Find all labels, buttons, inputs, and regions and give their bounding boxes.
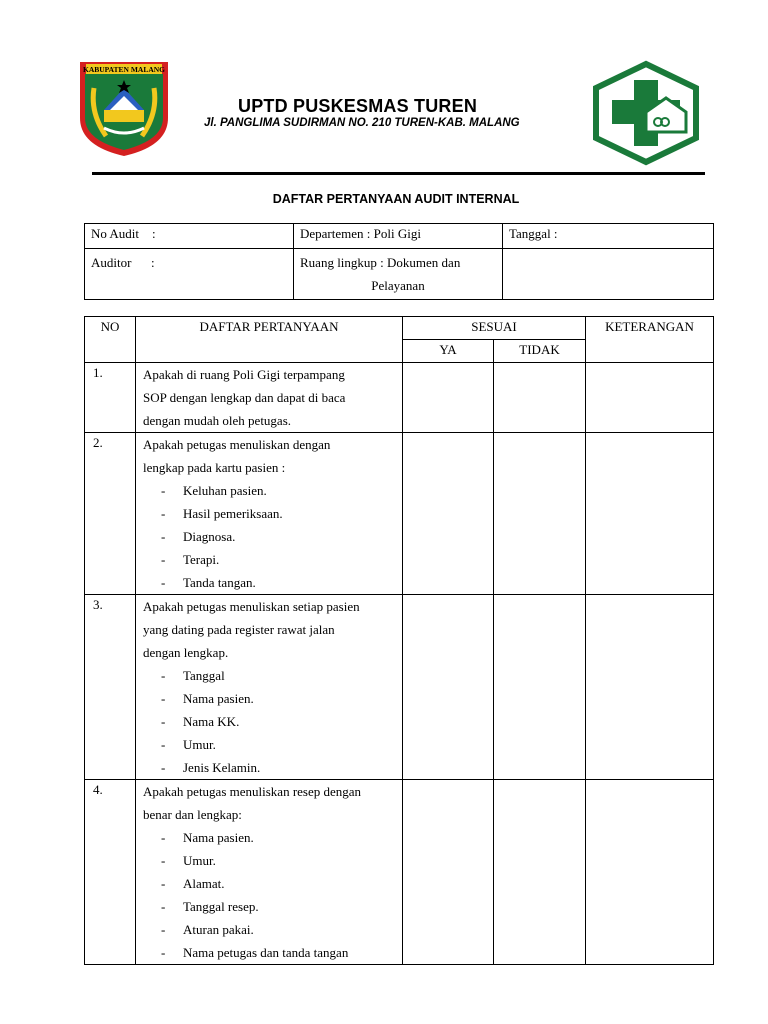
- organization-address: Jl. PANGLIMA SUDIRMAN NO. 210 TUREN-KAB. MALANG: [204, 117, 520, 129]
- header-daftar-pertanyaan: DAFTAR PERTANYAAN: [136, 317, 403, 363]
- bullet-dash: -: [161, 853, 166, 868]
- empty-info-cell: [503, 249, 714, 300]
- checklist-item-text: Nama pasien.: [183, 830, 254, 845]
- checklist-item-text: Tanda tangan.: [183, 575, 256, 590]
- bullet-dash: -: [161, 529, 166, 544]
- bullet-dash: -: [161, 737, 166, 752]
- keterangan-cell[interactable]: [586, 433, 714, 595]
- checklist-item: [143, 525, 396, 548]
- kabupaten-malang-emblem: [76, 58, 172, 158]
- question-text: dengan mudah oleh petugas.: [143, 413, 292, 428]
- bullet-dash: -: [161, 506, 166, 521]
- document-title: DAFTAR PERTANYAAN AUDIT INTERNAL: [272, 192, 520, 206]
- checklist-item-text: Terapi.: [183, 552, 220, 567]
- tidak-cell[interactable]: [494, 433, 586, 595]
- checklist-item: [143, 918, 396, 941]
- table-header-row: [85, 317, 714, 340]
- table-row: [85, 433, 714, 595]
- checklist-item-text: Nama KK.: [183, 714, 240, 729]
- header-keterangan: KETERANGAN: [586, 317, 714, 363]
- tidak-cell[interactable]: [494, 595, 586, 780]
- checklist-item-text: Aturan pakai.: [183, 922, 254, 937]
- bullet-dash: -: [161, 876, 166, 891]
- checklist-item: [143, 710, 396, 733]
- tidak-cell[interactable]: [494, 363, 586, 433]
- bullet-dash: -: [161, 552, 166, 567]
- ya-cell[interactable]: [403, 780, 494, 965]
- checklist-item: [143, 664, 396, 687]
- bullet-dash: -: [161, 945, 166, 960]
- tidak-cell[interactable]: [494, 780, 586, 965]
- header-sesuai: SESUAI: [403, 317, 586, 340]
- question-cell: [136, 433, 403, 595]
- puskesmas-logo: [592, 60, 700, 166]
- question-text: lengkap pada kartu pasien :: [143, 460, 286, 475]
- keterangan-cell[interactable]: [586, 780, 714, 965]
- question-cell: [136, 363, 403, 433]
- checklist-item-text: Nama petugas dan tanda tangan: [183, 945, 349, 960]
- bullet-dash: -: [161, 714, 166, 729]
- ya-cell[interactable]: [403, 595, 494, 780]
- checklist-item: [143, 849, 396, 872]
- checklist-item: [143, 687, 396, 710]
- question-text: benar dan lengkap:: [143, 807, 242, 822]
- checklist-item: [143, 941, 396, 964]
- checklist-item-text: Nama pasien.: [183, 691, 254, 706]
- header-divider: [92, 172, 705, 175]
- row-number: 2.: [85, 433, 136, 595]
- checklist-item-text: Diagnosa.: [183, 529, 236, 544]
- checklist-item: [143, 756, 396, 779]
- organization-title: UPTD PUSKESMAS TUREN: [238, 96, 478, 116]
- question-cell: [136, 780, 403, 965]
- no-audit-field: No Audit :: [85, 224, 294, 249]
- table-row: [85, 363, 714, 433]
- checklist-item-text: Jenis Kelamin.: [183, 760, 261, 775]
- checklist-item-text: Keluhan pasien.: [183, 483, 267, 498]
- checklist-item-text: Hasil pemeriksaan.: [183, 506, 283, 521]
- emblem-label: KABUPATEN MALANG: [82, 65, 166, 74]
- question-text: Apakah petugas menuliskan resep dengan: [143, 784, 362, 799]
- keterangan-cell[interactable]: [586, 363, 714, 433]
- bullet-dash: -: [161, 691, 166, 706]
- checklist-item-text: Tanggal resep.: [183, 899, 259, 914]
- checklist-item: [143, 733, 396, 756]
- row-number: 4.: [85, 780, 136, 965]
- checklist-item-text: Umur.: [183, 737, 216, 752]
- audit-info-table: [84, 223, 714, 300]
- checklist-item-text: Umur.: [183, 853, 216, 868]
- question-text: yang dating pada register rawat jalan: [143, 622, 335, 637]
- checklist-item: [143, 571, 396, 594]
- bullet-dash: -: [161, 760, 166, 775]
- bullet-dash: -: [161, 922, 166, 937]
- departemen-field: Departemen : Poli Gigi: [294, 224, 503, 249]
- checklist-item: [143, 548, 396, 571]
- header-tidak: TIDAK: [494, 340, 586, 363]
- checklist-item: [143, 502, 396, 525]
- question-text: Apakah di ruang Poli Gigi terpampang: [143, 367, 345, 382]
- bullet-dash: -: [161, 575, 166, 590]
- checklist-item-text: Alamat.: [183, 876, 225, 891]
- bullet-dash: -: [161, 830, 166, 845]
- ya-cell[interactable]: [403, 433, 494, 595]
- checklist-item: [143, 895, 396, 918]
- header-ya: YA: [403, 340, 494, 363]
- info-row: [85, 249, 714, 300]
- checklist-item: [143, 479, 396, 502]
- auditor-field: Auditor :: [85, 249, 294, 300]
- checklist-item: [143, 826, 396, 849]
- bullet-dash: -: [161, 899, 166, 914]
- checklist-item: [143, 872, 396, 895]
- row-number: 3.: [85, 595, 136, 780]
- row-number: 1.: [85, 363, 136, 433]
- bullet-dash: -: [161, 668, 166, 683]
- table-row: [85, 780, 714, 965]
- header-no: NO: [85, 317, 136, 363]
- bullet-dash: -: [161, 483, 166, 498]
- question-text: dengan lengkap.: [143, 645, 229, 660]
- question-text: Apakah petugas menuliskan setiap pasien: [143, 599, 360, 614]
- table-row: [85, 595, 714, 780]
- tanggal-field: Tanggal :: [503, 224, 714, 249]
- questions-table: [84, 316, 714, 965]
- ruang-lingkup-line-1: Ruang lingkup : Dokumen dan: [300, 255, 461, 270]
- ya-cell[interactable]: [403, 363, 494, 433]
- question-text: SOP dengan lengkap dan dapat di baca: [143, 390, 346, 405]
- checklist-item-text: Tanggal: [183, 668, 225, 683]
- ruang-lingkup-field: [294, 249, 503, 300]
- question-cell: [136, 595, 403, 780]
- question-text: Apakah petugas menuliskan dengan: [143, 437, 331, 452]
- keterangan-cell[interactable]: [586, 595, 714, 780]
- info-row: [85, 224, 714, 249]
- ruang-lingkup-line-2: Pelayanan: [371, 278, 425, 293]
